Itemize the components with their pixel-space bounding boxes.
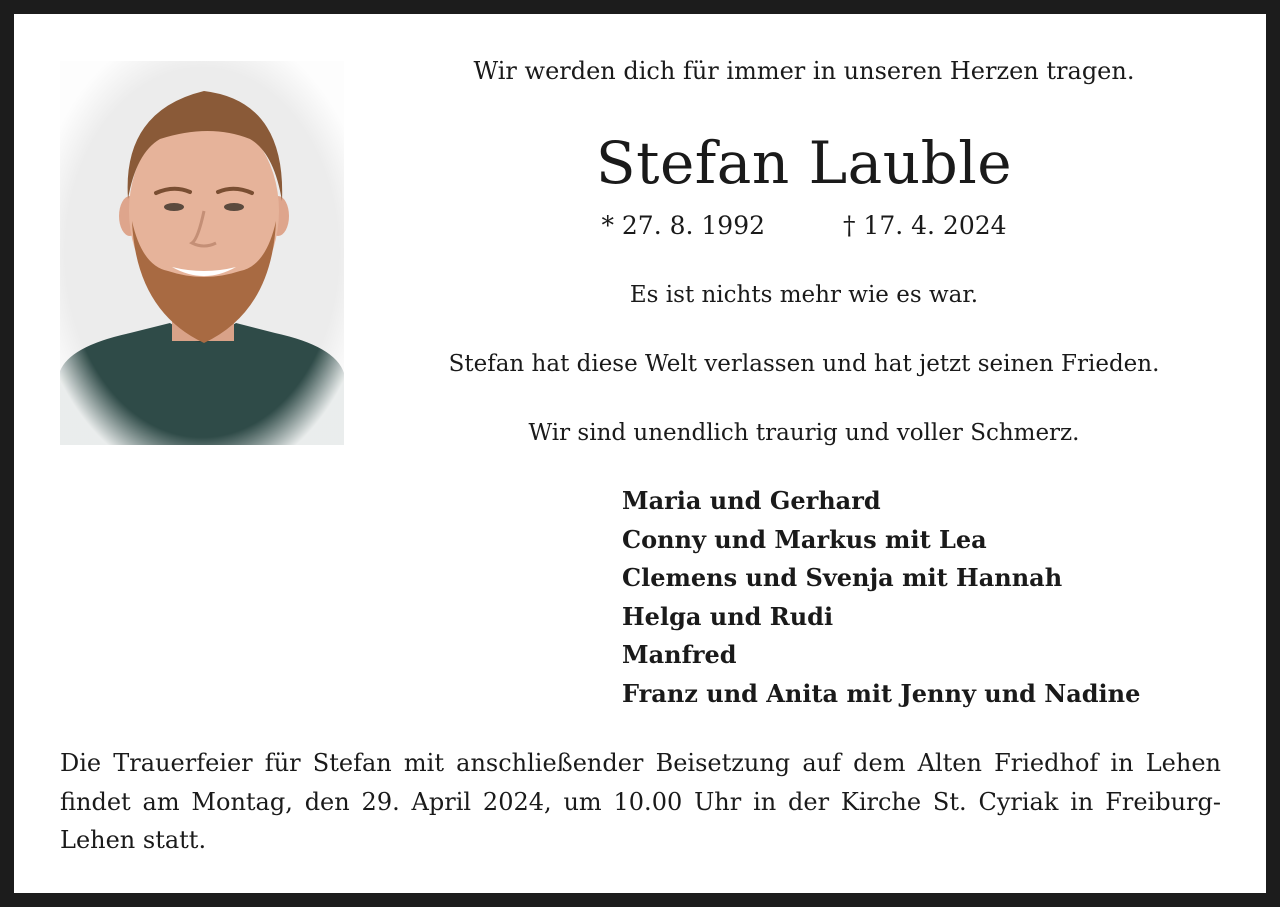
motto: Wir werden dich für immer in unseren Herzen tragen. bbox=[473, 57, 1135, 85]
portrait-illustration bbox=[60, 61, 344, 445]
mourner-item: Franz und Anita mit Jenny und Nadine bbox=[622, 678, 1141, 708]
text-line: Stefan hat diese Welt verlassen und hat jetzt seinen Frieden. bbox=[448, 351, 1160, 377]
mourner-item: Helga und Rudi bbox=[622, 601, 834, 631]
birth-date: * 27. 8. 1992 bbox=[601, 211, 766, 240]
death-date: † 17. 4. 2024 bbox=[842, 211, 1007, 240]
funeral-service-info: Die Trauerfeier für Stefan mit anschließender Beisetzung auf dem Alten Friedhof in Lehen findet am Montag, den 29. April 2024, um 10.00 Uhr in der Kirche St. Cyriak in Freiburg-Lehen statt. bbox=[60, 749, 1221, 854]
mourner-item: Clemens und Svenja mit Hannah bbox=[622, 563, 1063, 592]
text-line: Es ist nichts mehr wie es war. bbox=[629, 282, 979, 308]
portrait-photo bbox=[60, 61, 344, 445]
mourner-item: Maria und Gerhard bbox=[622, 486, 881, 515]
text-line: Wir sind unendlich traurig und voller Schmerz. bbox=[528, 420, 1080, 446]
life-dates bbox=[414, 209, 1194, 243]
mourner-item: Manfred bbox=[622, 640, 737, 669]
mourner-item: Conny und Markus mit Lea bbox=[622, 524, 987, 554]
mourner-list bbox=[622, 482, 1140, 713]
deceased-name: Stefan Lauble bbox=[595, 129, 1013, 197]
obituary-card bbox=[14, 14, 1266, 893]
